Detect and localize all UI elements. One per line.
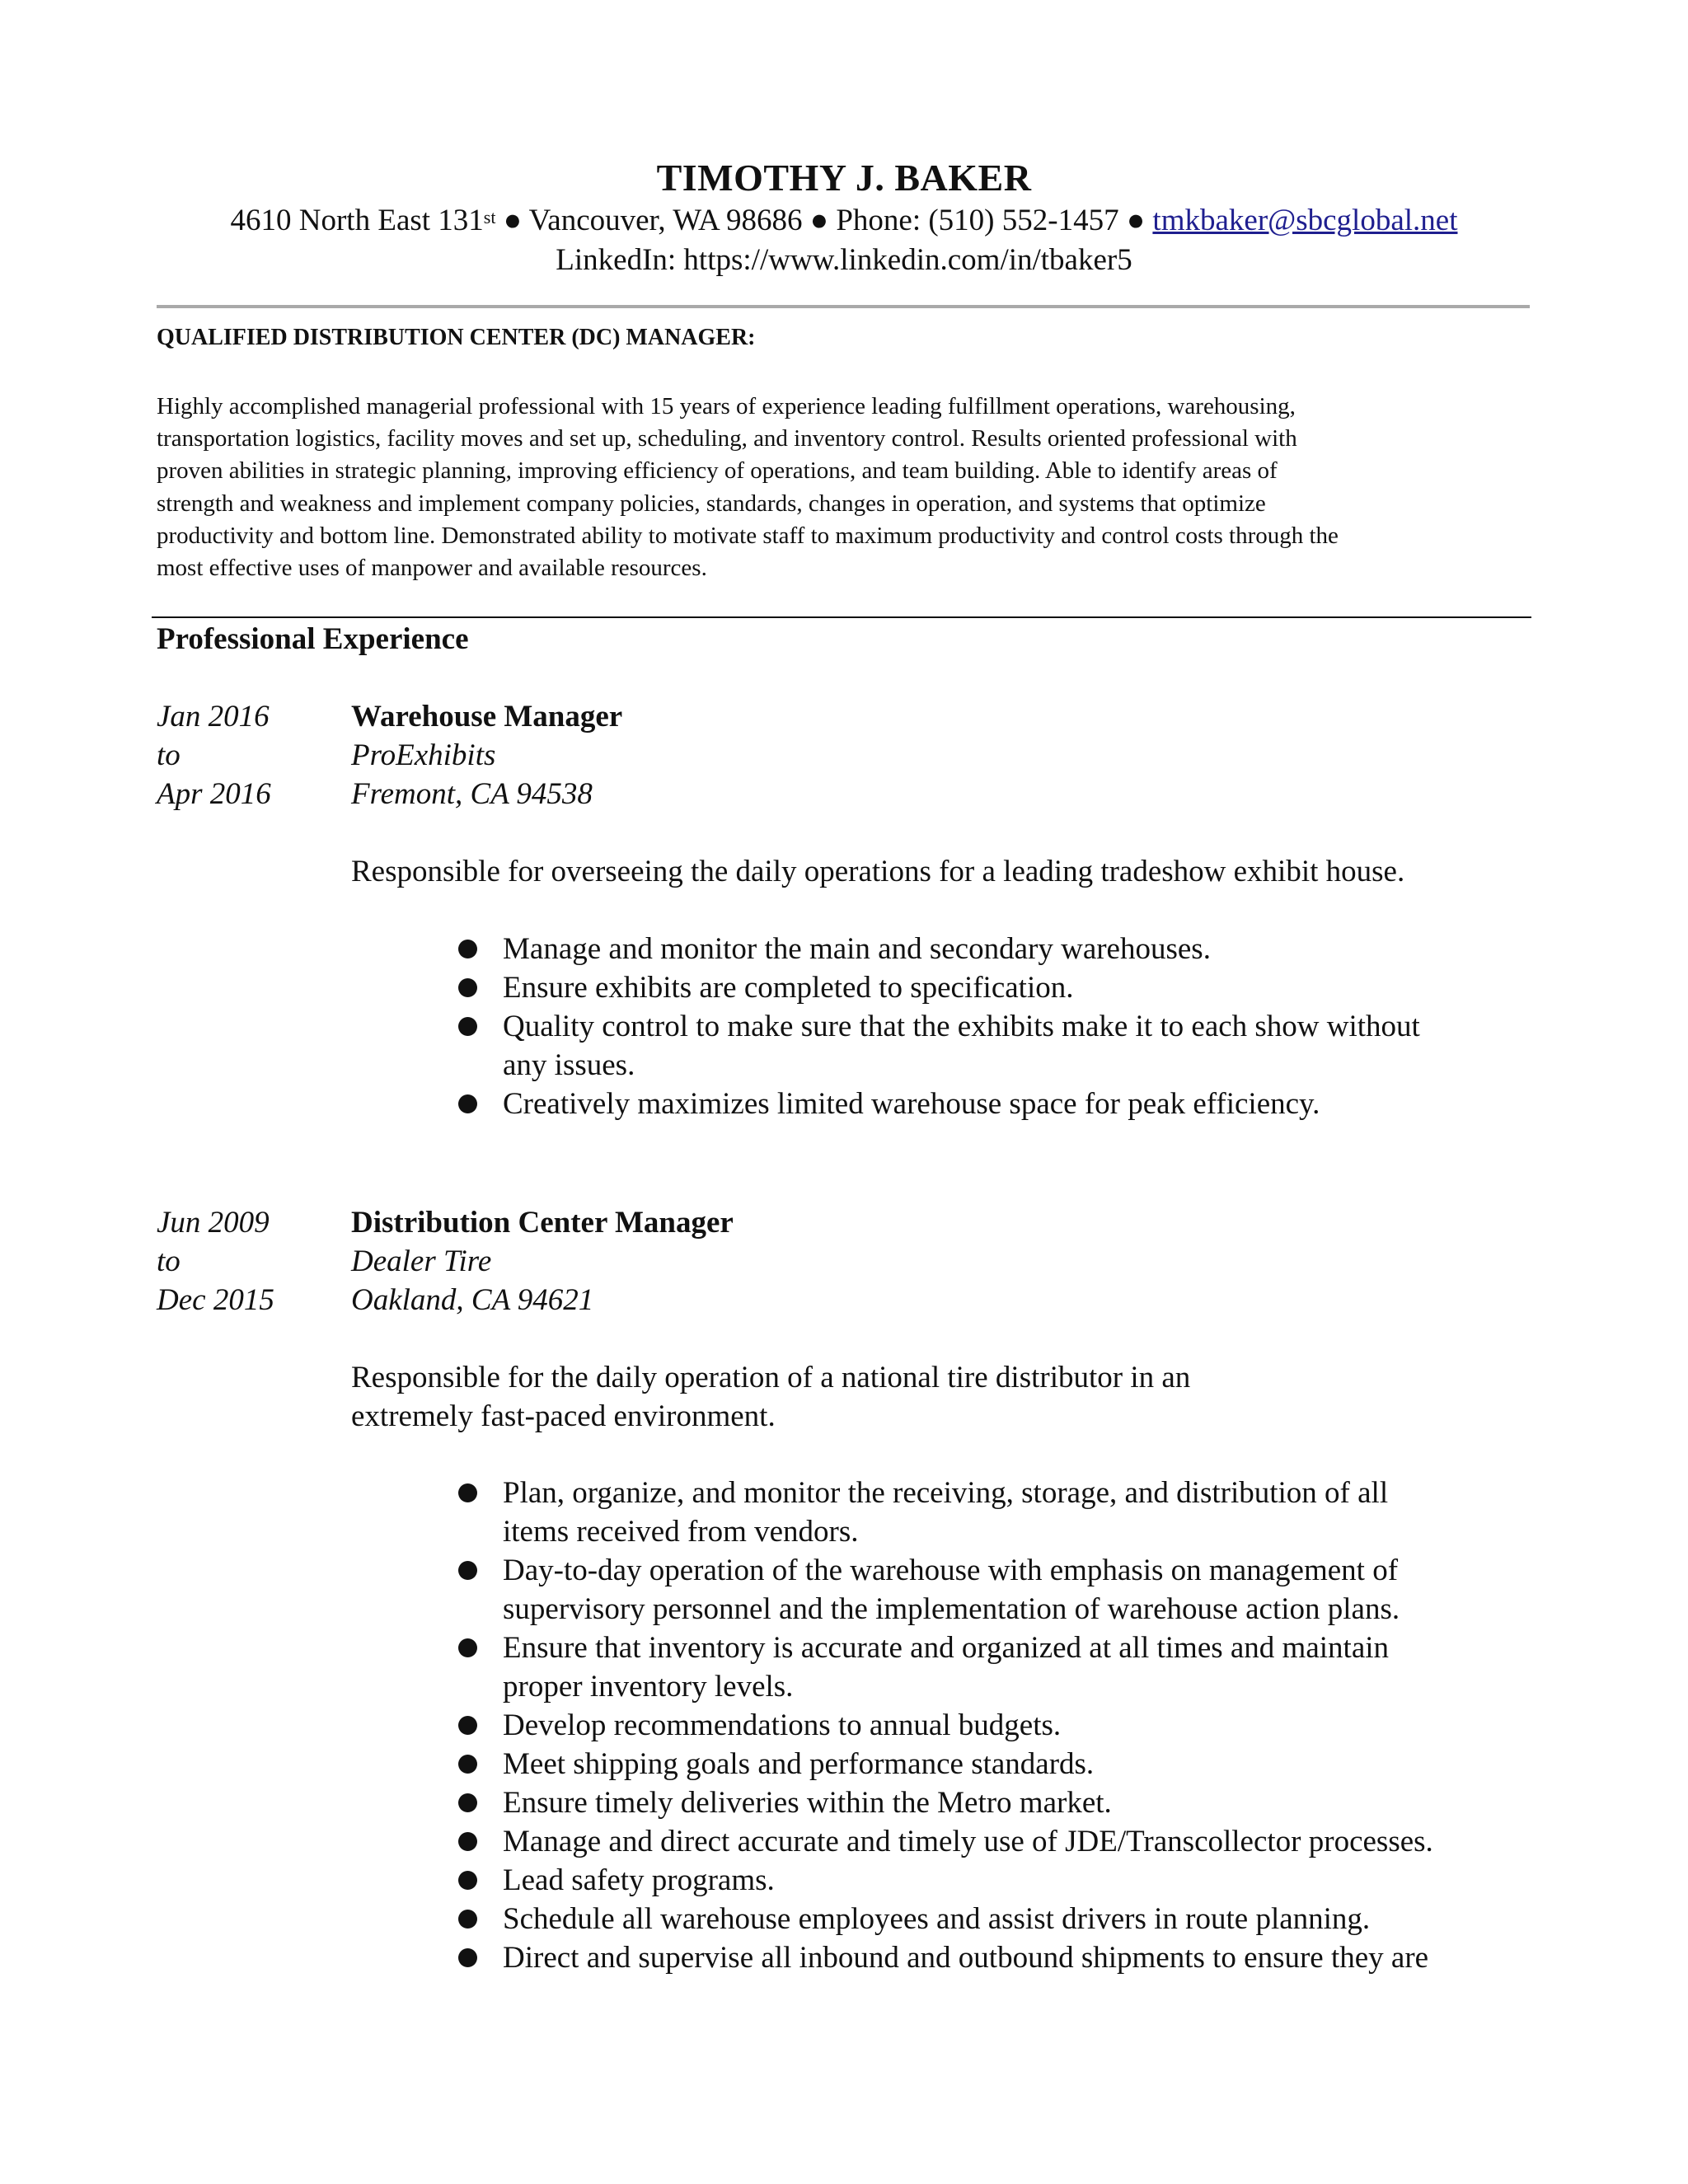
- summary-line: productivity and bottom line. Demonstrated ability to motivate staff to maximum productivity and control costs through the: [157, 522, 1339, 549]
- bullet-dot-icon: [458, 1755, 477, 1774]
- list-item: [458, 1629, 1538, 1706]
- job-date-to: to: [157, 1244, 181, 1278]
- job-date-to: to: [157, 738, 181, 772]
- job-2-description: [351, 1358, 1538, 1436]
- summary-line: proven abilities in strategic planning, improving efficiency of operations, and team building. Able to identify areas of: [157, 457, 1278, 485]
- bullet-line: Ensure exhibits are completed to specification.: [503, 971, 1074, 1005]
- job-date-end: Dec 2015: [157, 1283, 274, 1317]
- list-item: [458, 1007, 1538, 1085]
- bullet-line: Lead safety programs.: [503, 1863, 775, 1897]
- bullet-dot-icon: [458, 978, 477, 997]
- list-item: [458, 1551, 1538, 1629]
- bullet-dot-icon: [458, 1793, 477, 1812]
- job-date-start: Jun 2009: [157, 1206, 270, 1240]
- section-title-experience: Professional Experience: [157, 622, 469, 656]
- summary-paragraph: [157, 391, 1533, 584]
- address-street: 4610 North East 131: [230, 204, 484, 237]
- list-item: [458, 1706, 1538, 1745]
- job-title: Distribution Center Manager: [351, 1206, 734, 1240]
- candidate-name: TIMOTHY J. BAKER: [656, 157, 1032, 199]
- bullet-line: Quality control to make sure that the exhibits make it to each show without: [503, 1010, 1420, 1043]
- contact-line: [0, 201, 1688, 241]
- email-link[interactable]: tmkbaker@sbcglobal.net: [1152, 204, 1458, 237]
- bullet-line: Manage and direct accurate and timely use of JDE/Transcollector processes.: [503, 1825, 1433, 1858]
- bullet-dot-icon: [458, 1871, 477, 1890]
- summary-line: transportation logistics, facility moves and set up, scheduling, and inventory control. Results oriented professional with: [157, 425, 1297, 452]
- job-1-dates: [157, 697, 338, 813]
- bullet-dot-icon: [458, 1638, 477, 1657]
- summary-line: most effective uses of manpower and available resources.: [157, 555, 707, 582]
- description-line: Responsible for the daily operation of a national tire distributor in an: [351, 1361, 1191, 1394]
- job-1-role: [351, 697, 1505, 813]
- bullet-line: Plan, organize, and monitor the receiving, storage, and distribution of all: [503, 1476, 1389, 1510]
- bullet-line: Manage and monitor the main and secondary warehouses.: [503, 932, 1211, 966]
- job-location: Fremont, CA 94538: [351, 777, 593, 811]
- summary-line: Highly accomplished managerial professional with 15 years of experience leading fulfillment operations, warehousing,: [157, 393, 1296, 419]
- list-item: [458, 1900, 1538, 1938]
- bullet-line: Meet shipping goals and performance standards.: [503, 1747, 1095, 1781]
- bullet-line: supervisory personnel and the implementation of warehouse action plans.: [503, 1592, 1400, 1626]
- job-2-dates: [157, 1203, 338, 1319]
- bullet-line: any issues.: [503, 1048, 635, 1082]
- summary-heading: QUALIFIED DISTRIBUTION CENTER (DC) MANAGER:: [157, 325, 756, 350]
- address-ordinal: st: [483, 207, 496, 227]
- job-date-start: Jan 2016: [157, 700, 270, 733]
- job-title: Warehouse Manager: [351, 700, 623, 733]
- bullet-line: Day-to-day operation of the warehouse with emphasis on management of: [503, 1554, 1399, 1587]
- job-company: ProExhibits: [351, 738, 496, 772]
- address-city-phone: ● Vancouver, WA 98686 ● Phone: (510) 552-1457 ●: [495, 204, 1153, 237]
- list-item: [458, 1783, 1538, 1822]
- description-line: extremely fast-paced environment.: [351, 1399, 776, 1433]
- job-date-end: Apr 2016: [157, 777, 271, 811]
- list-item: [458, 968, 1538, 1007]
- bullet-line: items received from vendors.: [503, 1515, 859, 1549]
- list-item: [458, 1822, 1538, 1861]
- bullet-dot-icon: [458, 1561, 477, 1580]
- bullet-line: Direct and supervise all inbound and outbound shipments to ensure they are: [503, 1941, 1429, 1975]
- bullet-line: Ensure timely deliveries within the Metro market.: [503, 1786, 1112, 1820]
- description-line: Responsible for overseeing the daily operations for a leading tradeshow exhibit house.: [351, 855, 1405, 888]
- list-item: [458, 1745, 1538, 1783]
- list-item: [458, 1861, 1538, 1900]
- section-divider: [152, 616, 1531, 618]
- list-item: [458, 930, 1538, 968]
- list-item: [458, 1938, 1538, 1977]
- bullet-dot-icon: [458, 1094, 477, 1113]
- list-item: [458, 1474, 1538, 1551]
- bullet-dot-icon: [458, 1832, 477, 1851]
- header-divider: [157, 305, 1530, 308]
- job-2-role: [351, 1203, 1505, 1319]
- bullet-dot-icon: [458, 940, 477, 958]
- bullet-dot-icon: [458, 1716, 477, 1735]
- summary-line: strength and weakness and implement company policies, standards, changes in operation, and systems that optimize: [157, 490, 1266, 517]
- job-2-bullets: [458, 1474, 1538, 1977]
- bullet-dot-icon: [458, 1910, 477, 1929]
- linkedin-line: LinkedIn: https://www.linkedin.com/in/tbaker5: [556, 243, 1132, 277]
- job-company: Dealer Tire: [351, 1244, 492, 1278]
- bullet-dot-icon: [458, 1483, 477, 1502]
- list-item: [458, 1085, 1538, 1123]
- job-1-bullets: [458, 930, 1538, 1123]
- bullet-line: proper inventory levels.: [503, 1670, 794, 1704]
- job-1-description: [351, 852, 1538, 891]
- bullet-line: Ensure that inventory is accurate and organized at all times and maintain: [503, 1631, 1390, 1665]
- bullet-line: Develop recommendations to annual budgets.: [503, 1708, 1062, 1742]
- bullet-line: Creatively maximizes limited warehouse space for peak efficiency.: [503, 1087, 1320, 1121]
- bullet-line: Schedule all warehouse employees and assist drivers in route planning.: [503, 1902, 1371, 1936]
- bullet-dot-icon: [458, 1948, 477, 1967]
- bullet-dot-icon: [458, 1017, 477, 1036]
- job-location: Oakland, CA 94621: [351, 1283, 594, 1317]
